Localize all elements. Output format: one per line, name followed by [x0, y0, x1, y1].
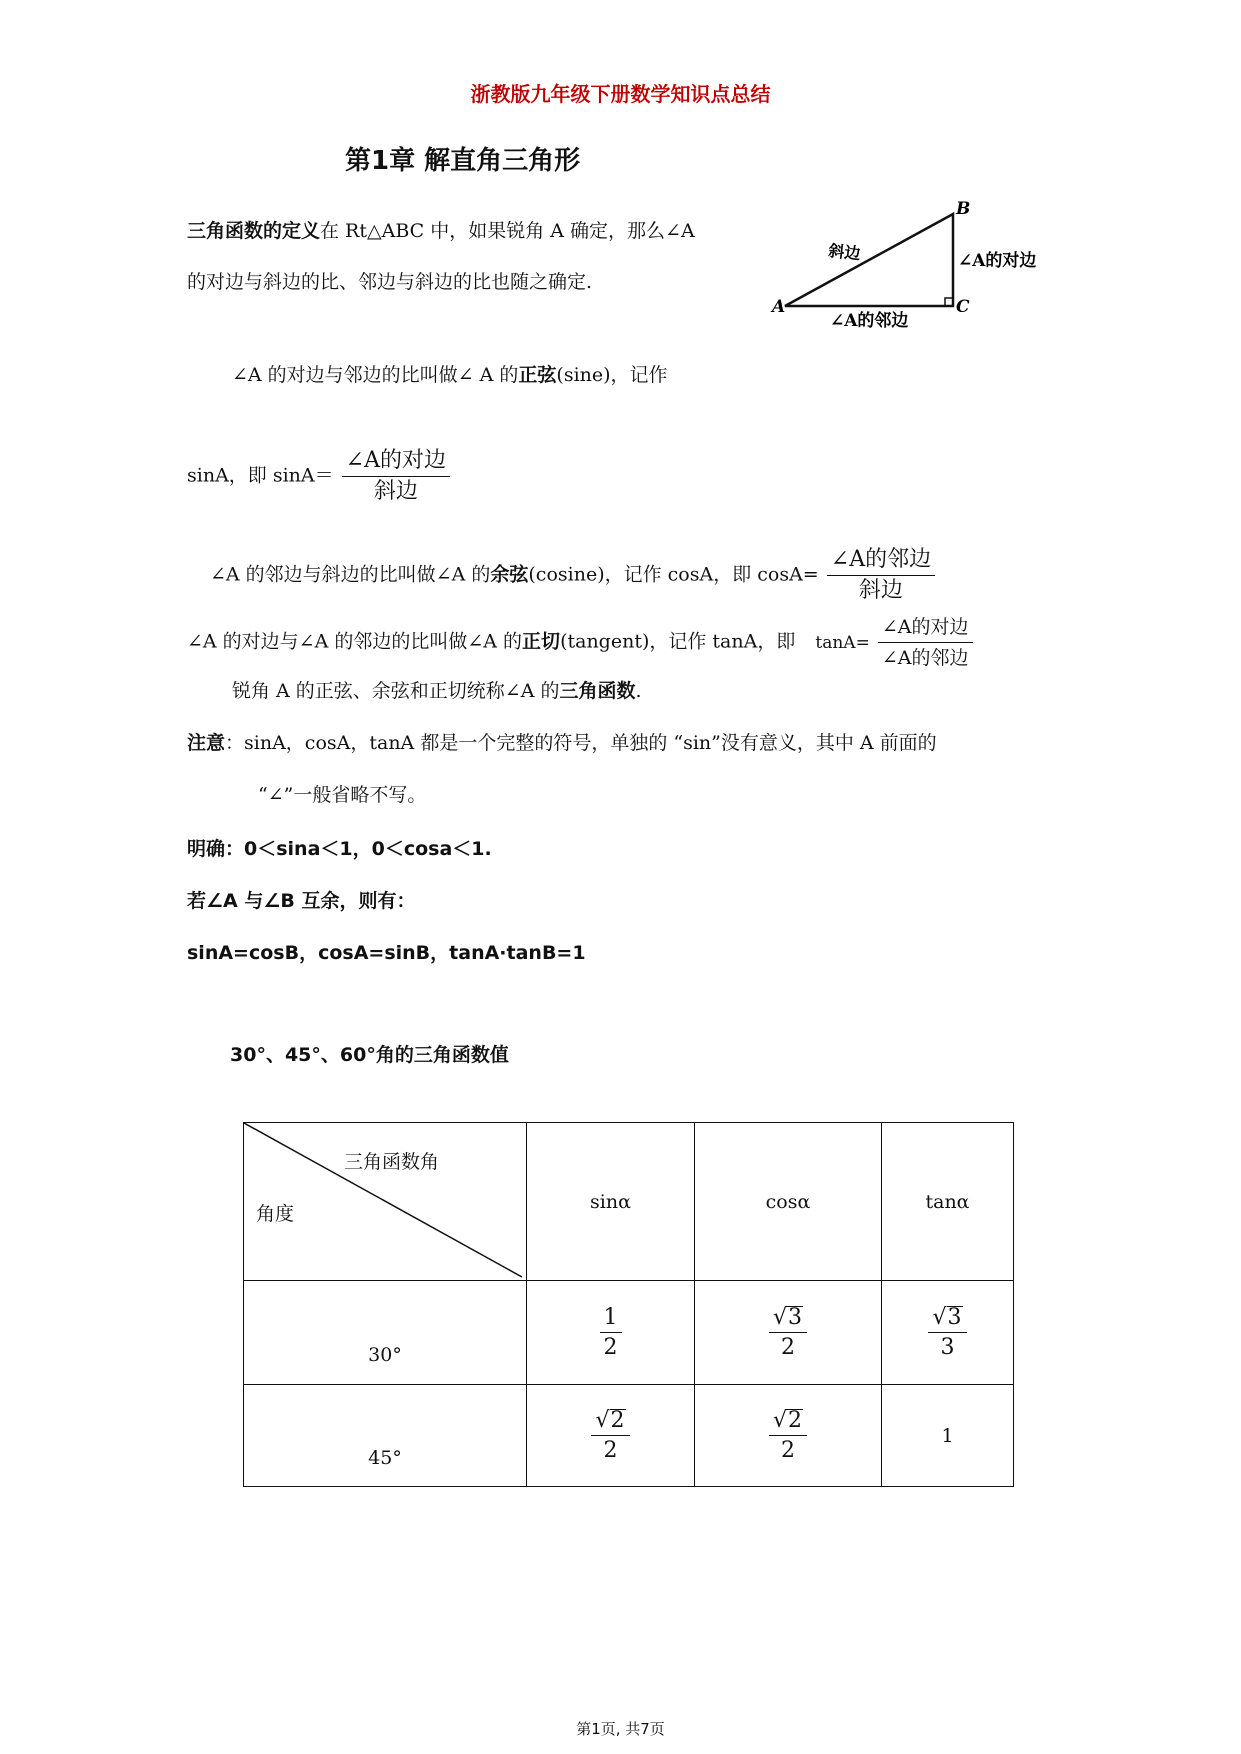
tangent-numerator: ∠A的对边 [878, 614, 973, 643]
complement-formula: sinA=cosB，cosA=sinB，tanA·tanB=1 [187, 942, 586, 964]
tangent-definition: ∠A 的对边与∠A 的邻边的比叫做∠A 的正切(tangent)，记作 tanA，即 tanA= $\frac{\text{∠A的对边}}{\text{∠A的邻边}}$ [187, 614, 975, 671]
sine-definition: ∠A 的对边与邻边的比叫做∠ A 的正弦(sine)，记作 [232, 364, 668, 386]
document-title: 浙教版九年级下册数学知识点总结 [470, 82, 771, 106]
cos-30-cell: √ 3 2 [695, 1281, 882, 1385]
note-label: 注意 [187, 732, 226, 754]
sine-denominator: 斜边 [373, 479, 418, 504]
sine-fraction [342, 448, 450, 505]
column-header-tan: tanα [882, 1123, 1014, 1281]
definition-line-1 [187, 218, 695, 244]
definition-line-2: 的对边与斜边的比、邻边与斜边的比也随之确定. [187, 271, 593, 293]
summary-term: 三角函数 [559, 680, 636, 702]
vertex-c-label: C [956, 297, 970, 317]
sine-formula: sinA，即 sinA＝ $\frac{\text{∠A的对边}}{\text{斜边}}$ [187, 448, 452, 505]
table-title: 30°、45°、60°角的三角函数值 [230, 1044, 509, 1066]
page-footer: 第1页, 共7页 [576, 1720, 665, 1738]
adjacent-label: ∠A的邻边 [830, 311, 909, 330]
cos-45-cell: √ 2 2 [695, 1385, 882, 1487]
note-line-1: 注意：sinA，cosA，tanA 都是一个完整的符号，单独的 “sin”没有意义，其中 A 前面的 [187, 732, 937, 754]
tan-45-cell: 1 [882, 1385, 1014, 1487]
tangent-fraction [878, 614, 973, 671]
table-header-row [244, 1123, 1014, 1281]
header-diagonal-cell [244, 1123, 527, 1281]
angle-cell: 30° [244, 1281, 527, 1385]
cosine-definition: ∠A 的邻边与斜边的比叫做∠A 的余弦(cosine)，记作 cosA，即 cosA= $\frac{\text{∠A的邻边}}{\text{斜边}}$ [210, 547, 937, 604]
range-statement: 明确：0＜sina＜1，0＜cosa＜1. [187, 838, 492, 860]
opposite-label: ∠A的对边 [958, 251, 1037, 271]
vertex-a-label: A [772, 297, 786, 317]
sine-term: 正弦 [518, 364, 557, 386]
sin-45-cell: √ 2 2 [527, 1385, 695, 1487]
definition-text-1: 在 Rt△ABC 中，如果锐角 A 确定，那么∠A [320, 220, 695, 242]
column-header-sin: sinα [527, 1123, 695, 1281]
triangle-shape [785, 214, 953, 306]
table-row [244, 1281, 1014, 1385]
header-function-label: 三角函数角 [344, 1151, 440, 1173]
tangent-denominator: ∠A的邻边 [881, 647, 969, 669]
cosine-term: 余弦 [490, 563, 529, 586]
angle-cell: 45° [244, 1385, 527, 1487]
sine-numerator: ∠A的对边 [342, 448, 450, 477]
tan-30-cell: √ 3 3 [882, 1281, 1014, 1385]
cosine-denominator: 斜边 [858, 578, 903, 603]
cosine-fraction [827, 547, 935, 604]
complement-intro: 若∠A 与∠B 互余，则有： [187, 890, 416, 912]
column-header-cos: cosα [695, 1123, 882, 1281]
note-line-2: “∠”一般省略不写。 [258, 784, 427, 806]
table-row [244, 1385, 1014, 1487]
trig-functions-summary: 锐角 A 的正弦、余弦和正切统称∠A 的三角函数. [232, 680, 642, 702]
right-triangle-diagram [770, 200, 1060, 330]
chapter-title: 第1章 解直角三角形 [345, 146, 581, 176]
cosine-numerator: ∠A的邻边 [827, 547, 935, 576]
sin-30-cell: $\frac{1}{2}$ [527, 1281, 695, 1385]
header-angle-label: 角度 [256, 1203, 295, 1225]
definition-term: 三角函数的定义 [187, 220, 321, 242]
trig-values-table [243, 1122, 1014, 1487]
vertex-b-label: B [956, 200, 971, 219]
hypotenuse-label: 斜边 [827, 241, 862, 264]
tangent-term: 正切 [522, 630, 561, 653]
